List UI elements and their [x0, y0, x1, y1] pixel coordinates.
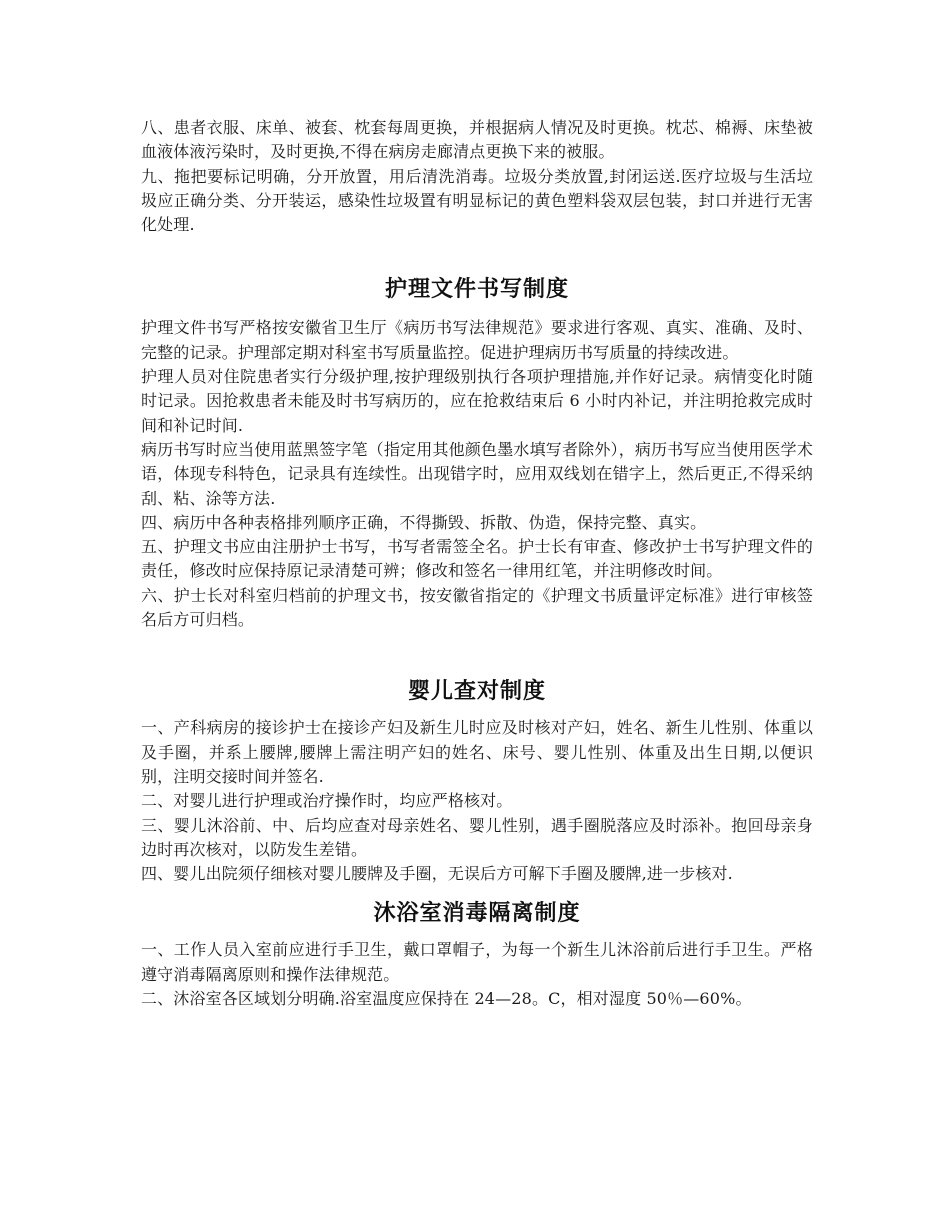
paragraph: 一、产科病房的接诊护士在接诊产妇及新生儿时应及时核对产妇，姓名、新生儿性别、体重以及手圈，并系上腰牌,腰牌上需注明产妇的姓名、床号、婴儿性别、体重及出生日期,以便识别，注明交接时间并签名.	[141, 718, 813, 786]
paragraph: 一、工作人员入室前应进行手卫生，戴口罩帽子，为每一个新生儿沐浴前后进行手卫生。严格遵守消毒隔离原则和操作法律规范。	[141, 940, 813, 984]
paragraph: 三、婴儿沐浴前、中、后均应查对母亲姓名、婴儿性别，遇手圈脱落应及时添补。抱回母亲身边时再次核对，以防发生差错。	[141, 815, 813, 859]
section-heading-bathroom-disinfection: 沐浴室消毒隔离制度	[373, 901, 581, 927]
paragraph: 二、对婴儿进行护理或治疗操作时，均应严格核对。	[141, 791, 513, 811]
paragraph: 九、拖把要标记明确，分开放置，用后清洗消毒。垃圾分类放置,封闭运送.医疗垃圾与生活垃圾应正确分类、分开装运，感染性垃圾置有明显标记的黄色塑料袋双层包装，封口并进行无害化处理.	[141, 166, 813, 235]
paragraph: 四、病历中各种表格排列顺序正确，不得撕毁、拆散、伪造，保持完整、真实。	[141, 512, 707, 532]
paragraph: 四、婴儿出院须仔细核对婴儿腰牌及手圈，无误后方可解下手圈及腰牌,进一步核对.	[141, 864, 733, 884]
paragraph: 二、沐浴室各区域划分明确.浴室温度应保持在 24—28。C，相对湿度 50％—60%。	[141, 989, 752, 1009]
paragraph: 护理文件书写严格按安徽省卫生厅《病历书写法律规范》要求进行客观、真实、准确、及时、完整的记录。护理部定期对科室书写质量监控。促进护理病历书写质量的持续改进。	[141, 318, 813, 362]
document-page	[141, 116, 813, 1011]
section-heading-nursing-records: 护理文件书写制度	[384, 277, 569, 303]
paragraph: 五、护理文书应由注册护士书写，书写者需签全名。护士长有审查、修改护士书写护理文件的责任，修改时应保持原记录清楚可辨；修改和签名一律用红笔，并注明修改时间。	[141, 537, 813, 581]
paragraph: 六、护士长对科室归档前的护理文书，按安徽省指定的《护理文书质量评定标准》进行审核签名后方可归档。	[141, 585, 813, 630]
paragraph: 护理人员对住院患者实行分级护理,按护理级别执行各项护理措施,并作好记录。病情变化时随时记录。因抢救患者未能及时书写病历的，应在抢救结束后 6 小时内补记，并注明抢救完成时间和补记时间.	[141, 367, 813, 435]
paragraph: 病历书写时应当使用蓝黑签字笔（指定用其他颜色墨水填写者除外），病历书写应当使用医学术语，体现专科特色，记录具有连续性。出现错字时，应用双线划在错字上，然后更正,不得采纳刮、粘、涂等方法.	[141, 439, 813, 508]
paragraph: 八、患者衣服、床单、被套、枕套每周更换，并根据病人情况及时更换。枕芯、棉褥、床垫被血液体液污染时，及时更换,不得在病房走廊清点更换下来的被服。	[141, 118, 813, 162]
section-heading-infant-check: 婴儿查对制度	[407, 679, 546, 705]
